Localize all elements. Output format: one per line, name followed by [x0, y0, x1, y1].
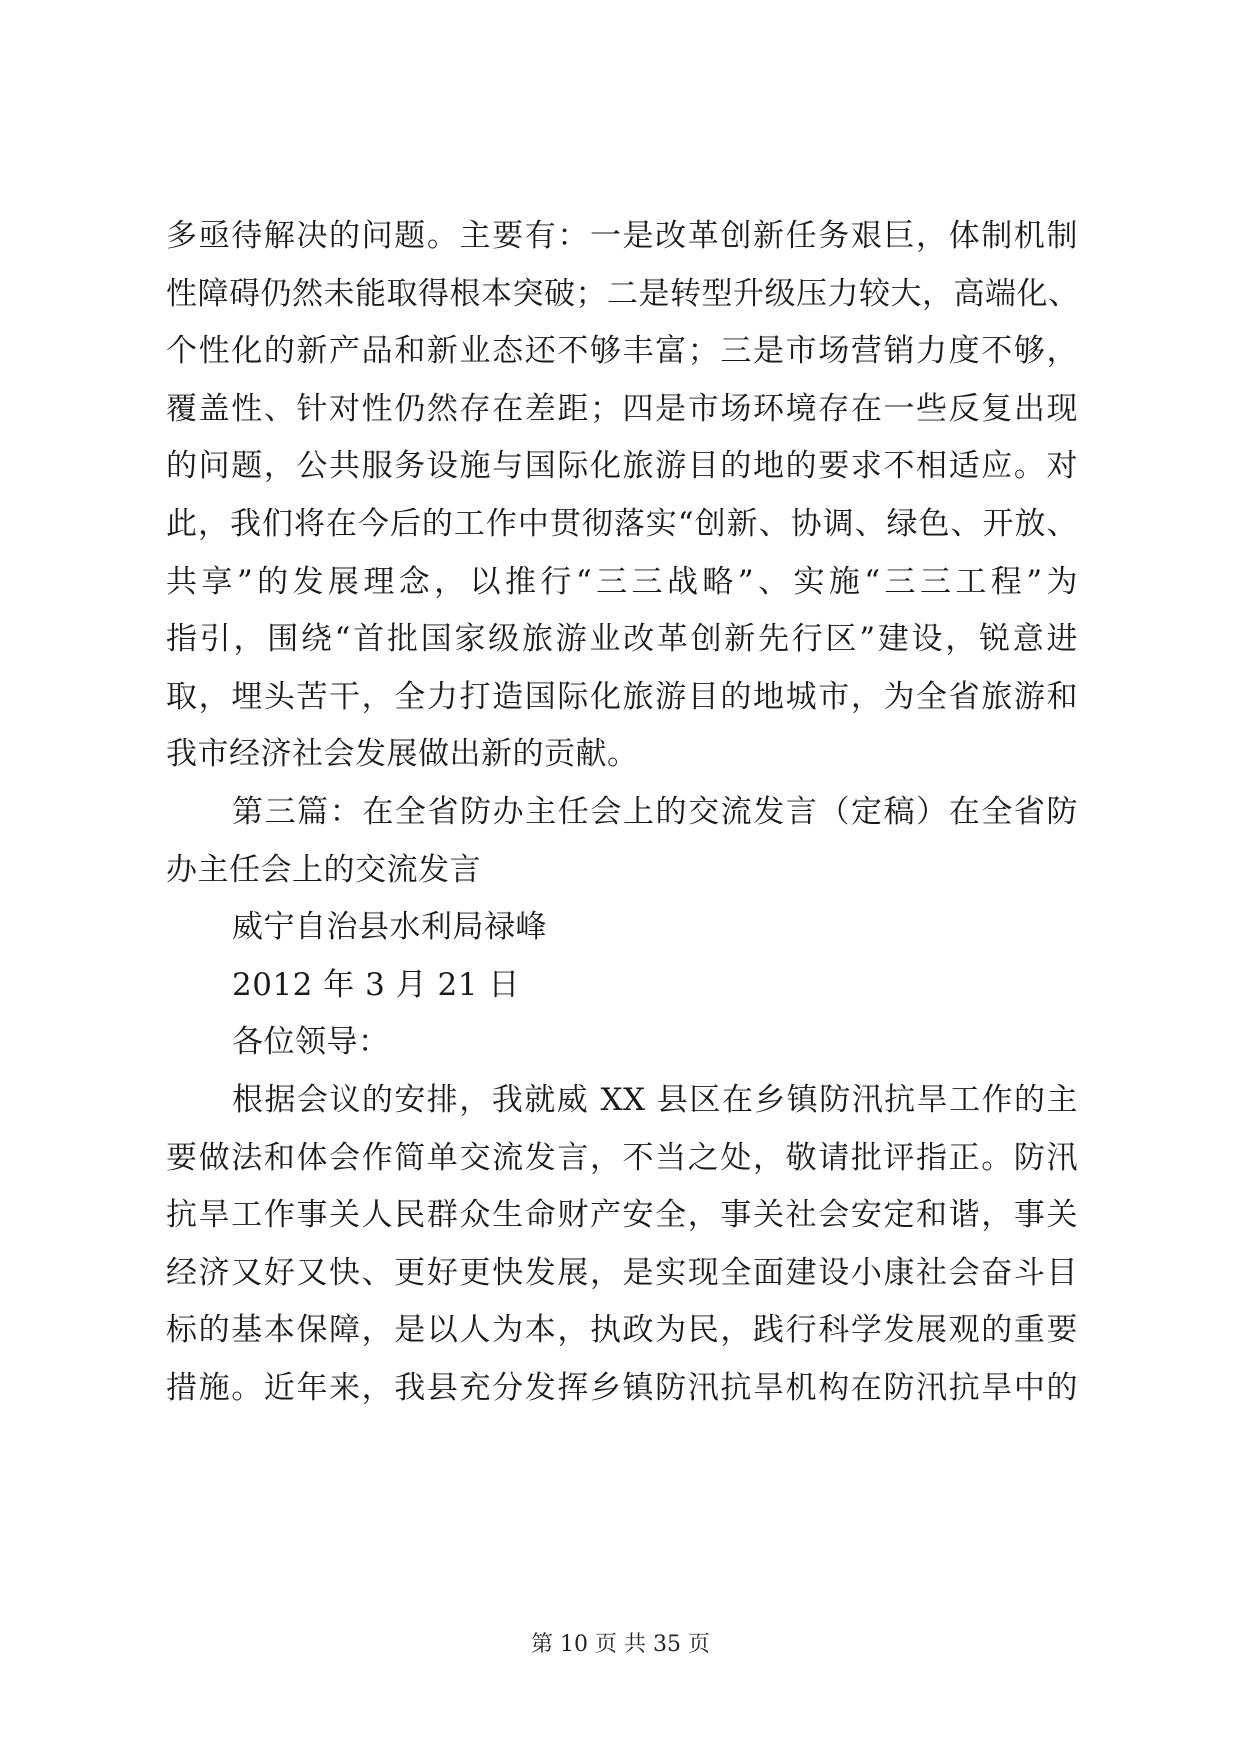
text-line: 性障碍仍然未能取得根本突破；二是转型升级压力较大，高端化、 — [166, 275, 1080, 312]
text-line: 覆盖性、针对性仍然存在差距；四是市场环境存在一些反复出现 — [166, 390, 1078, 427]
text-line: 要做法和体会作简单交流发言，不当之处，敬请批评指正。防汛 — [166, 1139, 1078, 1176]
text-line: 个性化的新产品和新业态还不够丰富；三是市场营销力度不够， — [166, 333, 1078, 370]
text-line: 抗旱工作事关人民群众生命财产安全，事关社会安定和谐，事关 — [166, 1197, 1078, 1234]
text-line: 标的基本保障，是以人为本，执政为民，践行科学发展观的重要 — [166, 1312, 1078, 1349]
date-line: 2012 年 3 月 21 日 — [232, 966, 520, 1003]
text-line: 的问题，公共服务设施与国际化旅游目的地的要求不相适应。对 — [166, 448, 1078, 485]
text-line: 经济又好又快、更好更快发展，是实现全面建设小康社会奋斗目 — [166, 1254, 1078, 1291]
text-line: 措施。近年来，我县充分发挥乡镇防汛抗旱机构在防汛抗旱中的 — [166, 1369, 1078, 1406]
text-line: 此，我们将在今后的工作中贯彻落实“创新、协调、绿色、开放、 — [166, 505, 1078, 542]
text-line: 我市经济社会发展做出新的贡献。 — [166, 736, 639, 773]
section-heading-line: 办主任会上的交流发言 — [166, 851, 481, 888]
text-line: 多亟待解决的问题。主要有：一是改革创新任务艰巨，体制机制 — [166, 218, 1078, 254]
section-heading-line: 第三篇：在全省防办主任会上的交流发言（定稿）在全省防 — [232, 793, 1078, 830]
text-line: 根据会议的安排，我就威 XX 县区在乡镇防汛抗旱工作的主 — [232, 1081, 1078, 1118]
author-line: 威宁自治县水利局禄峰 — [232, 909, 547, 946]
document-body — [166, 208, 1078, 1417]
page-number-footer: 第 10 页 共 35 页 — [531, 1632, 710, 1657]
salutation-line: 各位领导： — [232, 1024, 390, 1061]
text-line: 共享”的发展理念，以推行“三三战略”、实施“三三工程”为 — [166, 563, 1078, 600]
text-line: 取，埋头苦干，全力打造国际化旅游目的地城市，为全省旅游和 — [166, 678, 1078, 715]
text-line: 指引，围绕“首批国家级旅游业改革创新先行区”建设，锐意进 — [166, 621, 1078, 658]
